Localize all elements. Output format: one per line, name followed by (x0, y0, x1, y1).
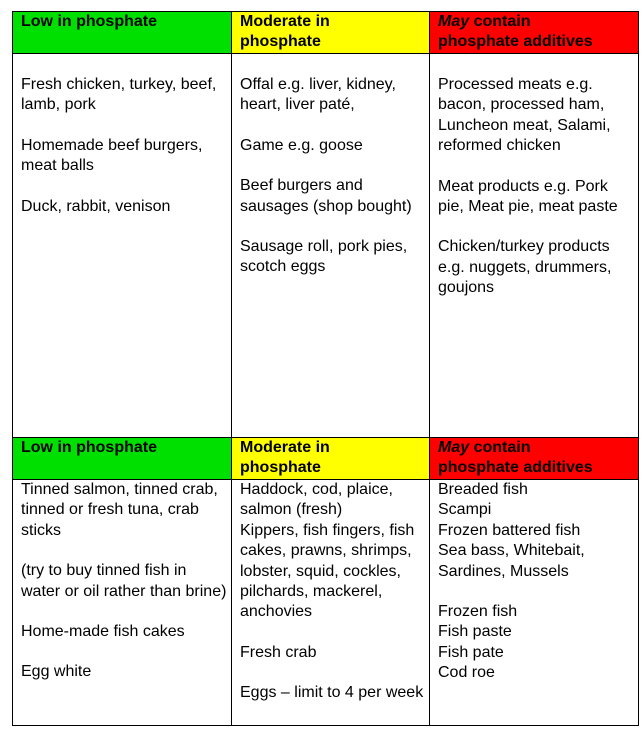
fish-low-item: Home-made fish cakes (21, 623, 185, 641)
fish-additives-item: Frozen battered fish (438, 521, 581, 539)
meat-low-item: Duck, rabbit, venison (21, 197, 171, 215)
fish-additives-item: Breaded fish (438, 481, 528, 498)
fish-moderate-cell (232, 480, 430, 726)
meat-low-item: Homemade beef burgers, meat balls (21, 136, 203, 175)
meat-additives-cell (430, 54, 639, 438)
header-additives (430, 12, 639, 54)
meat-additives-item: Meat products e.g. Pork pie, Meat pie, meat paste (438, 177, 618, 216)
fish-low-item: Tinned salmon, tinned crab, tinned or fresh tuna, crab sticks (21, 481, 218, 539)
fish-row (13, 480, 639, 726)
fish-low-cell (13, 480, 232, 726)
meat-moderate-item: Beef burgers and sausages (shop bought) (240, 177, 412, 215)
fish-moderate-item: Haddock, cod, plaice, salmon (fresh) (240, 481, 393, 519)
fish-moderate-item: Kippers, fish fingers, fish cakes, prawns, shrimps, lobster, squid, cockles, pilchards, mackerel, anchovies (240, 521, 415, 621)
fish-additives-item: Frozen fish (438, 603, 518, 621)
fish-additives-cell (430, 480, 639, 726)
meat-moderate-item: Game e.g. goose (240, 136, 363, 154)
fish-additives-item: Sea bass, Whitebait, Sardines, Mussels (438, 542, 585, 580)
fish-additives-item: Fish paste (438, 623, 512, 641)
fish-low-note: (try to buy tinned fish in water or oil rather than brine) (21, 562, 227, 600)
meat-additives-item: Chicken/turkey products e.g. nuggets, drummers, goujons (438, 238, 612, 297)
meat-low-item: Fresh chicken, turkey, beef, lamb, pork (21, 76, 217, 114)
header-additives-contain: contain (469, 439, 531, 456)
fish-additives-item: Fish pate (438, 643, 504, 661)
header-low-label: Low in phosphate (21, 439, 157, 456)
header-low-label: Low in phosphate (21, 13, 157, 30)
header-additives-line2: phosphate additives (438, 459, 593, 477)
header-additives-contain: contain (469, 13, 531, 30)
meat-moderate-item: Sausage roll, pork pies, scotch eggs (240, 238, 408, 276)
header-moderate-line1: Moderate in (240, 13, 330, 30)
header-additives (430, 438, 639, 480)
fish-additives-item: Cod roe (438, 664, 495, 682)
meat-moderate-item: Offal e.g. liver, kidney, heart, liver paté, (240, 76, 396, 114)
header-additives-may: May (438, 439, 470, 456)
fish-low-item: Egg white (21, 663, 92, 681)
fish-moderate-item: Fresh crab (240, 643, 317, 661)
header-additives-line2: phosphate additives (438, 33, 593, 51)
fish-moderate-item: Eggs – limit to 4 per week (240, 684, 424, 702)
header-moderate-line2: phosphate (240, 459, 321, 477)
fish-additives-item: Scampi (438, 501, 492, 519)
header-low (13, 12, 232, 54)
header-moderate-line2: phosphate (240, 33, 321, 51)
meat-low-cell (13, 54, 232, 438)
meat-additives-item: Processed meats e.g. bacon, processed ham, Luncheon meat, Salami, reformed chicken (438, 76, 611, 155)
meat-row (13, 54, 639, 438)
header-additives-may: May (438, 13, 470, 30)
meat-header-row (13, 12, 639, 54)
header-low (13, 438, 232, 480)
header-moderate (232, 438, 430, 480)
meat-moderate-cell (232, 54, 430, 438)
phosphate-food-table (12, 11, 639, 726)
header-moderate (232, 12, 430, 54)
header-moderate-line1: Moderate in (240, 439, 330, 456)
fish-header-row (13, 438, 639, 480)
